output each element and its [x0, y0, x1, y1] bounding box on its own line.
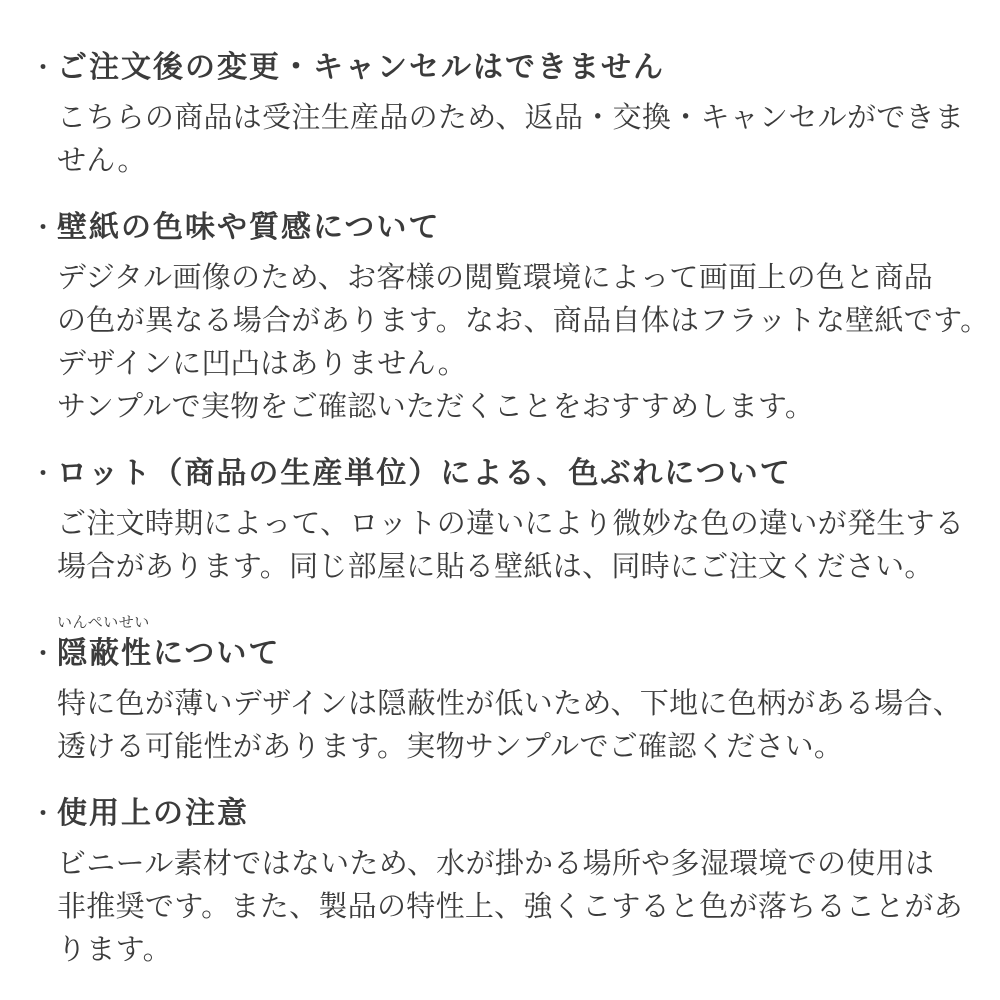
bullet-icon: ・ — [32, 215, 55, 240]
section-body — [57, 97, 975, 183]
section-body — [57, 843, 975, 972]
section-opacity — [30, 613, 975, 769]
bullet-icon: ・ — [32, 801, 55, 826]
section-title: 隠蔽性について — [57, 637, 281, 670]
body-line: ります。 — [57, 934, 172, 966]
bullet-icon: ・ — [32, 641, 55, 666]
bullet-icon: ・ — [32, 55, 55, 80]
body-line: 透ける可能性があります。実物サンプルでご確認ください。 — [57, 731, 844, 763]
body-line: サンプルで実物をご確認いただくことをおすすめします。 — [57, 391, 815, 423]
section-usage-caution — [30, 793, 975, 972]
body-line: こちらの商品は受注生産品のため、返品・交換・キャンセルができま — [57, 102, 965, 134]
body-line: ご注文時期によって、ロットの違いにより微妙な色の違いが発生する — [57, 508, 965, 540]
body-line: 場合があります。同じ部屋に貼る壁紙は、同時にご注文ください。 — [57, 551, 934, 583]
body-line: デジタル画像のため、お客様の閲覧環境によって画面上の色と商品 — [57, 262, 934, 294]
section-heading-row — [30, 47, 975, 89]
section-lot-variation — [30, 453, 975, 589]
section-title: 使用上の注意 — [57, 797, 249, 830]
section-body — [57, 503, 975, 589]
section-heading-row — [30, 453, 975, 495]
section-order-cancellation — [30, 47, 975, 183]
section-title: ロット（商品の生産単位）による、色ぶれについて — [57, 457, 792, 490]
body-line: 非推奨です。また、製品の特性上、強くこすると色が落ちることがあ — [57, 891, 963, 923]
section-heading-row — [30, 633, 975, 675]
furigana-text: いんぺいせい — [57, 614, 150, 631]
body-line: の色が異なる場合があります。なお、商品自体はフラットな壁紙です。 — [57, 305, 990, 337]
body-line: ビニール素材ではないため、水が掛かる場所や多湿環境での使用は — [57, 848, 935, 880]
section-title: ご注文後の変更・キャンセルはできません — [57, 51, 665, 84]
section-heading-row — [30, 793, 975, 835]
body-line: せん。 — [57, 145, 147, 177]
section-title: 壁紙の色味や質感について — [57, 211, 441, 244]
section-color-texture — [30, 207, 990, 429]
bullet-icon: ・ — [32, 461, 55, 486]
section-body — [57, 257, 990, 429]
section-body — [57, 683, 975, 769]
body-line: デザインに凹凸はありません。 — [57, 348, 467, 380]
body-line: 特に色が薄いデザインは隠蔽性が低いため、下地に色柄がある場合、 — [57, 688, 963, 720]
section-heading-row — [30, 207, 975, 249]
